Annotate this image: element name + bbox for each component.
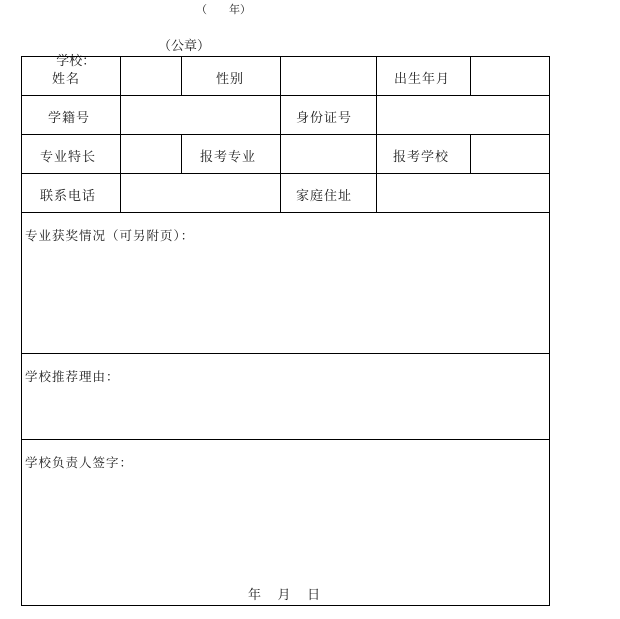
col-divider bbox=[376, 57, 377, 95]
address-label: 家庭住址 bbox=[296, 189, 353, 204]
col-divider bbox=[376, 134, 377, 173]
birth-field[interactable] bbox=[471, 57, 549, 95]
signature-label: 学校负责人签字： bbox=[25, 455, 134, 470]
signature-area[interactable] bbox=[22, 440, 549, 580]
col-divider bbox=[181, 134, 182, 173]
specialty-label: 专业特长 bbox=[40, 150, 97, 165]
apply-school-label: 报考学校 bbox=[393, 150, 450, 165]
phone-label: 联系电话 bbox=[40, 189, 97, 204]
awards-area[interactable] bbox=[22, 213, 549, 353]
student-id-label: 学籍号 bbox=[48, 111, 91, 126]
apply-major-label: 报考专业 bbox=[200, 150, 257, 165]
apply-school-field[interactable] bbox=[471, 134, 549, 173]
col-divider bbox=[181, 57, 182, 95]
address-field[interactable] bbox=[377, 173, 549, 212]
date-year-label: 年 bbox=[248, 588, 262, 603]
recommend-label: 学校推荐理由： bbox=[25, 369, 120, 384]
official-seal-label: （公章） bbox=[158, 39, 211, 54]
year-caption: （ 年） bbox=[196, 3, 251, 16]
birth-label: 出生年月 bbox=[394, 72, 451, 87]
date-line bbox=[248, 584, 320, 603]
apply-major-field[interactable] bbox=[281, 134, 376, 173]
id-number-label: 身份证号 bbox=[296, 111, 353, 126]
phone-field[interactable] bbox=[121, 173, 280, 212]
gender-label: 性别 bbox=[216, 72, 245, 87]
school-label: 学校： bbox=[56, 54, 96, 69]
application-form-table bbox=[21, 56, 550, 606]
name-label: 姓名 bbox=[52, 72, 81, 87]
date-month-label: 月 bbox=[277, 588, 291, 603]
date-day-label: 日 bbox=[307, 588, 321, 603]
gender-field[interactable] bbox=[281, 57, 376, 95]
awards-label: 专业获奖情况（可另附页）： bbox=[25, 228, 195, 243]
recommend-area[interactable] bbox=[22, 354, 549, 439]
col-divider bbox=[280, 173, 281, 212]
student-id-field[interactable] bbox=[121, 95, 280, 134]
id-number-field[interactable] bbox=[377, 95, 549, 134]
col-divider bbox=[280, 95, 281, 134]
specialty-field[interactable] bbox=[121, 134, 181, 173]
name-field[interactable] bbox=[121, 57, 181, 95]
